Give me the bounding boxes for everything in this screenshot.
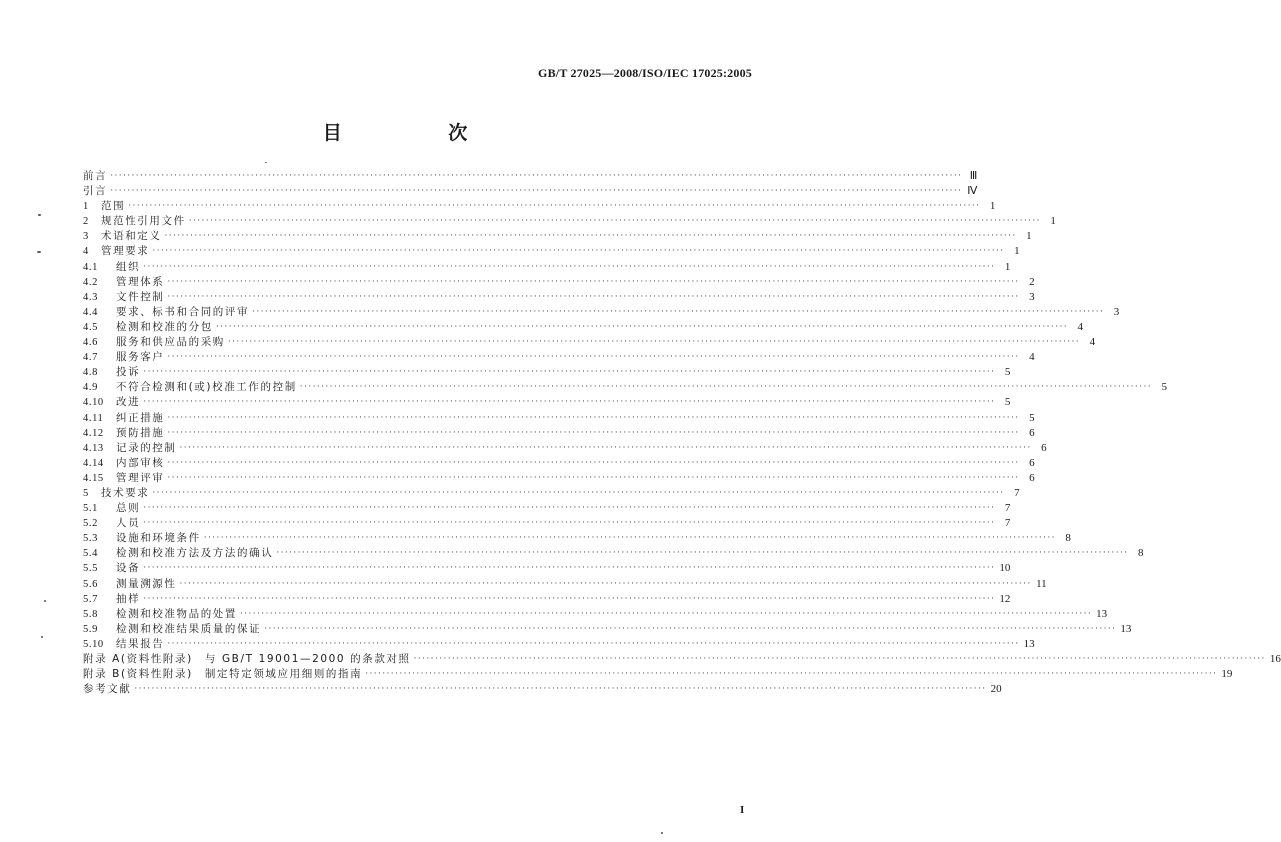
toc-entry-label: 参考文献 [83,683,132,696]
toc-dot-leader: ········································································································································································································ [128,201,981,212]
toc-dot-leader: ········································································································································································································ [264,623,1117,634]
toc-entry[interactable] [83,531,1071,546]
toc-entry-label: 测量溯源性 [116,577,177,590]
toc-entry-number: 4.14 [83,457,104,469]
toc-entry-label: 检测和校准方法及方法的确认 [116,547,274,560]
toc-entry-page: 6 [1029,426,1035,439]
toc-entry-label: 管理体系 [116,275,165,288]
toc-entry-label: 抽样 [116,592,141,605]
toc-entry-page: 6 [1029,471,1035,484]
scan-speck [38,214,41,216]
toc-entry-label: 服务客户 [116,351,165,364]
toc-entry-page: 20 [990,683,1002,696]
toc-dot-leader: ········································································································································································································ [167,412,1020,423]
toc-entry-number: 4.4 [83,306,98,318]
toc-entry-number: 5.3 [83,533,98,545]
toc-entry-page: 6 [1029,456,1035,469]
toc-entry[interactable] [83,305,1120,320]
toc-dot-leader: ········································································································································································································ [413,654,1266,664]
toc-entry-label: 预防措施 [116,426,165,439]
toc-entry-number: 4 [83,246,89,258]
scan-speck [41,636,43,638]
toc-entry[interactable] [83,380,1167,395]
toc-entry-number: 5.6 [83,578,98,590]
toc-entry-number: 4.2 [83,276,98,288]
page-number: I [740,804,745,816]
toc-entry[interactable] [83,667,1233,682]
toc-dot-leader: ········································································································································································································ [167,427,1020,438]
toc-entry-label: 范围 [101,200,126,213]
toc-entry-number: 3 [83,231,89,243]
toc-dot-leader: ········································································································································································································ [167,291,1020,302]
toc-entry-page: 6 [1041,441,1047,454]
toc-entry-label: 附录 B(资料性附录) 制定特定领域应用细则的指南 [83,668,363,681]
toc-entry-label: 检测和校准结果质量的保证 [116,622,262,635]
toc-entry-number: 5.4 [83,548,98,560]
toc-entry-label: 规范性引用文件 [101,215,186,228]
toc-entry[interactable] [83,637,1035,652]
toc-dot-leader: ········································································································································································································ [134,684,987,695]
toc-entry[interactable] [83,456,1035,471]
toc-entry-number: 5.10 [83,638,104,650]
toc-entry-number: 4.8 [83,367,98,379]
toc-entry-page: 13 [1096,607,1108,620]
toc-entry-label: 附录 A(资料性附录) 与 GB/T 19001—2000 的条款对照 [83,653,411,665]
table-of-contents [83,169,1281,697]
scan-speck [44,600,46,602]
toc-entry-page: 8 [1065,532,1071,545]
standard-code: GB/T 27025—2008/ISO/IEC 17025:2005 [538,66,752,80]
toc-dot-leader: ········································································································································································································ [167,472,1020,483]
toc-entry-page: Ⅲ [969,170,978,182]
toc-entry-number: 4.6 [83,337,98,349]
toc-entry-label: 内部审核 [116,456,165,469]
toc-entry-number: 5.2 [83,518,98,530]
toc-entry-number: 5 [83,487,89,499]
toc-entry-page: 1 [1050,215,1056,228]
toc-entry-label: 服务和供应品的采购 [116,336,225,349]
toc-entry-page: 7 [1014,486,1020,499]
toc-entry-page: Ⅳ [967,185,978,198]
toc-dot-leader: ········································································································································································································ [143,593,996,604]
toc-entry[interactable] [83,682,1002,697]
toc-entry-page: 4 [1029,351,1035,364]
toc-entry[interactable] [83,501,1011,516]
toc-entry-page: 1 [1026,230,1032,243]
toc-entry-page: 8 [1137,547,1144,560]
toc-dot-leader: ········································································································································································································ [110,171,963,181]
toc-entry-page: 1 [1014,245,1020,258]
toc-entry-label: 不符合检测和(或)校准工作的控制 [116,381,297,394]
toc-dot-leader: ········································································································································································································ [252,306,1105,317]
toc-entry[interactable] [83,652,1281,667]
toc-entry-page: 3 [1113,305,1120,318]
scan-speck [661,832,663,834]
toc-entry-label: 投诉 [116,366,141,379]
toc-entry-label: 要求、标书和合同的评审 [116,305,250,318]
toc-entry[interactable] [83,395,1011,410]
toc-dot-leader: ········································································································································································································ [215,321,1068,332]
toc-entry[interactable] [83,516,1011,531]
toc-entry[interactable] [83,622,1132,637]
toc-entry-label: 结果报告 [116,637,165,650]
toc-dot-leader: ········································································································································································································ [167,276,1020,287]
toc-entry-number: 4.13 [83,442,104,454]
toc-entry-page: 16 [1269,653,1281,665]
toc-dot-leader: ········································································································································································································ [167,352,1020,363]
toc-dot-leader: ········································································································································································································ [179,578,1032,589]
toc-entry[interactable] [83,244,1020,259]
toc-entry-number: 4.1 [83,261,98,273]
toc-entry-page: 5 [1029,411,1035,424]
toc-dot-leader: ········································································································································································································ [143,397,996,408]
toc-entry-number: 4.9 [83,382,98,394]
toc-entry-number: 4.12 [83,427,104,439]
toc-entry-number: 5.8 [83,608,98,620]
toc-entry[interactable] [83,365,1011,380]
toc-entry-number: 4.3 [83,291,98,303]
toc-dot-leader: ········································································································································································································ [143,503,996,514]
toc-entry[interactable] [83,486,1020,501]
toc-entry-page: 13 [1023,637,1035,650]
toc-entry-number: 1 [83,201,89,213]
toc-entry[interactable] [83,169,978,184]
toc-entry-label: 技术要求 [101,486,150,499]
toc-dot-leader: ········································································································································································································ [143,367,996,378]
page-title: 目 次 [322,122,518,144]
toc-dot-leader: ········································································································································································································ [143,563,996,574]
toc-entry-label: 术语和定义 [101,230,162,243]
toc-entry-label: 组织 [116,260,141,273]
toc-entry-page: 1 [989,200,996,213]
toc-entry-page: 2 [1029,275,1035,288]
toc-entry[interactable] [83,199,996,214]
toc-entry[interactable] [83,561,1011,576]
toc-dot-leader: ········································································································································································································ [203,533,1056,544]
toc-dot-leader: ········································································································································································································ [152,487,1005,498]
toc-entry[interactable] [83,441,1047,456]
toc-entry[interactable] [83,577,1047,592]
toc-entry[interactable] [83,335,1096,350]
toc-entry-label: 总则 [116,502,141,515]
toc-entry[interactable] [83,320,1083,335]
toc-entry-page: 5 [1161,381,1167,394]
toc-entry[interactable] [83,350,1035,365]
toc-entry[interactable] [83,260,1011,275]
toc-entry-label: 管理要求 [101,245,150,258]
toc-entry[interactable] [83,290,1035,305]
toc-entry-page: 4 [1077,320,1083,333]
toc-dot-leader: ········································································································································································································ [167,457,1020,468]
toc-entry[interactable] [83,275,1035,290]
toc-entry-label: 检测和校准物品的处置 [116,607,237,620]
toc-entry-page: 12 [999,592,1011,605]
toc-entry[interactable] [83,592,1011,607]
toc-entry-label: 文件控制 [116,290,165,303]
toc-entry-number: 4.5 [83,321,98,333]
toc-dot-leader: ········································································································································································································ [143,518,996,529]
toc-entry-label: 人员 [116,517,141,530]
toc-entry-number: 4.15 [83,472,104,484]
toc-entry-page: 11 [1036,577,1047,590]
toc-dot-leader: ········································································································································································································ [167,638,1020,649]
toc-dot-leader: ········································································································································································································ [240,608,1093,619]
toc-entry-label: 改进 [116,396,141,409]
toc-entry-number: 4.11 [83,412,104,424]
toc-entry-number: 5.5 [83,563,98,575]
toc-entry-label: 设备 [116,562,141,575]
toc-entry-number: 5.9 [83,623,98,635]
toc-entry-label: 设施和环境条件 [116,532,201,545]
toc-dot-leader: ········································································································································································································ [152,246,1005,257]
toc-entry-label: 管理评审 [116,471,165,484]
toc-entry-number: 2 [83,216,89,228]
scan-speck [37,251,41,253]
toc-entry-page: 7 [1004,517,1011,530]
scan-speck [265,162,267,163]
toc-entry-label: 纠正措施 [116,411,165,424]
toc-dot-leader: ········································································································································································································ [299,382,1152,393]
toc-dot-leader: ········································································································································································································ [110,186,963,197]
toc-entry[interactable] [83,411,1035,426]
toc-entry-page: 7 [1004,502,1011,515]
toc-dot-leader: ········································································································································································································ [143,261,996,272]
toc-entry[interactable] [83,229,1032,244]
toc-entry-page: 19 [1221,668,1233,681]
toc-entry-page: 13 [1120,622,1132,635]
toc-entry-label: 前言 [83,170,108,182]
toc-dot-leader: ········································································································································································································ [164,231,1017,242]
toc-entry-number: 4.10 [83,397,104,409]
toc-entry[interactable] [83,546,1144,561]
toc-entry[interactable] [83,607,1108,622]
toc-dot-leader: ········································································································································································································ [179,442,1032,453]
toc-entry-number: 4.7 [83,352,98,364]
toc-dot-leader: ········································································································································································································ [276,548,1129,559]
toc-entry-number: 5.1 [83,503,98,515]
toc-entry-page: 4 [1089,336,1096,349]
toc-entry[interactable] [83,426,1035,441]
toc-dot-leader: ········································································································································································································ [227,337,1081,348]
toc-entry-page: 5 [1004,396,1011,409]
toc-entry-page: 1 [1004,260,1011,273]
toc-entry-label: 引言 [83,185,108,198]
toc-entry[interactable] [83,214,1056,229]
toc-dot-leader: ········································································································································································································ [365,669,1218,680]
toc-entry-page: 5 [1004,366,1011,379]
toc-entry[interactable] [83,471,1035,486]
toc-entry-number: 5.7 [83,593,98,605]
toc-entry-label: 检测和校准的分包 [116,320,213,333]
toc-entry-label: 记录的控制 [116,441,177,454]
toc-entry-page: 10 [999,562,1011,575]
toc-entry[interactable] [83,184,978,199]
toc-entry-page: 3 [1029,290,1035,303]
toc-dot-leader: ········································································································································································································ [188,216,1041,227]
